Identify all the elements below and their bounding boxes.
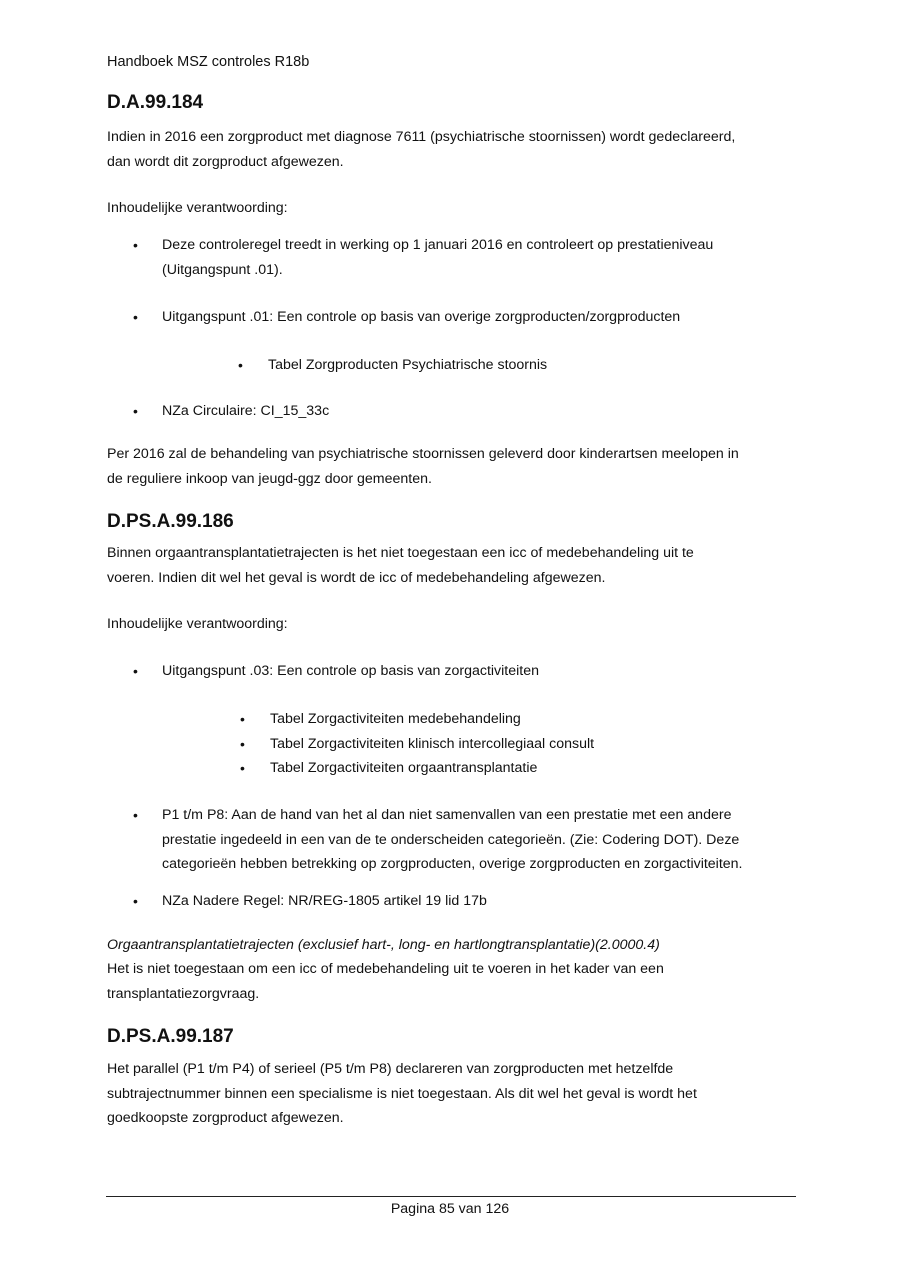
italic-note: Orgaantransplantatietrajecten (exclusief hart-, long- en hartlongtransplantatie)(2.0000.4) <box>107 937 660 953</box>
section-heading-d-ps-a-99-186: D.PS.A.99.186 <box>107 511 234 532</box>
verantwoording-label: Inhoudelijke verantwoording: <box>107 200 288 216</box>
bullet-icon: • <box>133 893 138 909</box>
footer-divider <box>106 1196 796 1197</box>
bullet-item <box>133 399 802 424</box>
bullet-icon: • <box>133 807 138 823</box>
text-line: Tabel Zorgactiviteiten medebehandeling <box>270 711 521 727</box>
bullet-item <box>133 305 802 330</box>
text-line: categorieën hebben betrekking op zorgproducten, overige zorgproducten en zorgactiviteiten. <box>162 856 743 872</box>
text-line: Tabel Zorgproducten Psychiatrische stoornis <box>268 357 548 373</box>
sub-bullet-item <box>240 732 810 757</box>
sub-bullet-item <box>240 707 810 732</box>
section-intro <box>107 541 807 590</box>
bullet-item <box>133 233 802 282</box>
section-heading-d-ps-a-99-187: D.PS.A.99.187 <box>107 1026 234 1047</box>
section-closing <box>107 442 807 491</box>
sub-bullet-list <box>240 707 810 781</box>
text-line: Uitgangspunt .03: Een controle op basis van zorgactiviteiten <box>162 663 539 679</box>
text-line: Tabel Zorgactiviteiten orgaantransplantatie <box>270 760 538 776</box>
text-line: NZa Nadere Regel: NR/REG-1805 artikel 19 lid 17b <box>162 893 487 909</box>
text-line: P1 t/m P8: Aan de hand van het al dan niet samenvallen van een prestatie met een andere <box>162 807 732 823</box>
bullet-item <box>133 659 802 684</box>
text-line: (Uitgangspunt .01). <box>162 261 283 278</box>
text-line: Binnen orgaantransplantatietrajecten is het niet toegestaan een icc of medebehandeling uit te <box>107 545 694 561</box>
page-number: Pagina 85 van 126 <box>390 1201 510 1217</box>
bullet-icon: • <box>133 663 138 679</box>
text-line: Het is niet toegestaan om een icc of medebehandeling uit te voeren in het kader van een <box>107 961 664 977</box>
bullet-item <box>133 803 802 877</box>
section-intro <box>107 1057 807 1131</box>
text-line: dan wordt dit zorgproduct afgewezen. <box>107 153 344 170</box>
section-heading-d-a-99-184: D.A.99.184 <box>107 92 204 113</box>
running-header: Handboek MSZ controles R18b <box>107 54 310 70</box>
bullet-icon: • <box>238 357 243 373</box>
text-line: Per 2016 zal de behandeling van psychiatrische stoornissen geleverd door kinderartsen meelopen in <box>107 446 739 462</box>
bullet-item <box>133 889 802 914</box>
bullet-icon: • <box>240 735 245 752</box>
text-line: Het parallel (P1 t/m P4) of serieel (P5 t/m P8) declareren van zorgproducten met hetzelfde <box>107 1061 674 1077</box>
text-line: Tabel Zorgactiviteiten klinisch intercollegiaal consult <box>270 735 595 752</box>
text-line: de reguliere inkoop van jeugd-ggz door gemeenten. <box>107 470 432 487</box>
text-line: Deze controleregel treedt in werking op 1 januari 2016 en controleert op prestatieniveau <box>162 237 714 253</box>
verantwoording-label: Inhoudelijke verantwoording: <box>107 616 288 632</box>
sub-bullet-item <box>238 353 808 378</box>
bullet-icon: • <box>240 760 245 776</box>
sub-bullet-item <box>240 756 810 781</box>
section-closing <box>107 957 807 1006</box>
text-line: transplantatiezorgvraag. <box>107 985 260 1002</box>
section-intro <box>107 125 807 174</box>
text-line: goedkoopste zorgproduct afgewezen. <box>107 1110 344 1126</box>
bullet-icon: • <box>240 711 245 727</box>
bullet-icon: • <box>133 309 138 325</box>
text-line: NZa Circulaire: CI_15_33c <box>162 403 330 419</box>
text-line: subtrajectnummer binnen een specialisme is niet toegestaan. Als dit wel het geval is wordt het <box>107 1085 697 1102</box>
text-line: voeren. Indien dit wel het geval is wordt de icc of medebehandeling afgewezen. <box>107 569 606 586</box>
bullet-icon: • <box>133 403 138 419</box>
bullet-icon: • <box>133 237 138 253</box>
text-line: Uitgangspunt .01: Een controle op basis van overige zorgproducten/zorgproducten <box>162 309 681 325</box>
text-line: prestatie ingedeeld in een van de te onderscheiden categorieën. (Zie: Codering DOT). Deze <box>162 831 740 848</box>
text-line: Indien in 2016 een zorgproduct met diagnose 7611 (psychiatrische stoornissen) wordt gedeclareerd, <box>107 129 736 145</box>
